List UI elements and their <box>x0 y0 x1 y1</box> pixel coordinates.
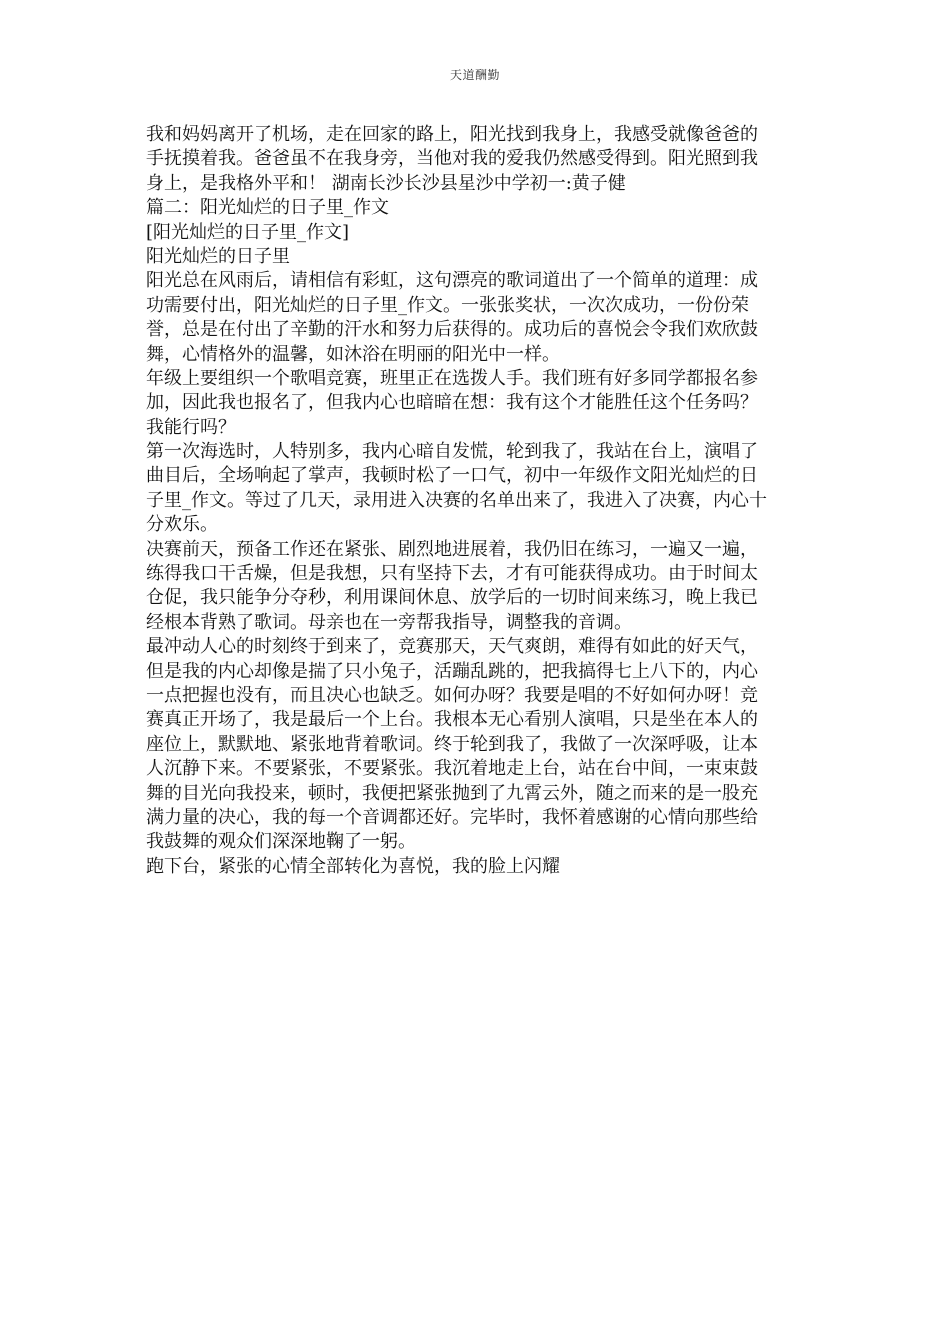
text-line: 我鼓舞的观众们深深地鞠了一躬。 <box>146 831 416 853</box>
page-header: 天道酬勤 <box>449 68 500 82</box>
text-line: 跑下台，紧张的心情全部转化为喜悦，我的脸上闪耀 <box>146 855 560 877</box>
text-line: 舞的目光向我投来，顿时，我便把紧张抛到了九霄云外，随之而来的是一股充 <box>146 782 758 804</box>
text-line: 第一次海选时，人特别多，我内心暗自发慌，轮到我了，我站在台上，演唱了 <box>146 441 758 463</box>
text-line: 舞，心情格外的温馨，如沐浴在明丽的阳光中一样。 <box>146 343 560 365</box>
text-line: 满力量的决心，我的每一个音调都还好。完毕时，我怀着感谢的心情向那些给 <box>146 806 758 828</box>
text-line: 手抚摸着我。爸爸虽不在我身旁，当他对我的爱我仍然感受得到。阳光照到我 <box>146 148 758 170</box>
text-line: 我能行吗？ <box>146 416 236 438</box>
text-line: 阳光总在风雨后，请相信有彩虹，这句漂亮的歌词道出了一个简单的道理：成 <box>146 270 758 292</box>
text-line: 经根本背熟了歌词。母亲也在一旁帮我指导，调整我的音调。 <box>146 611 632 633</box>
text-line: 功需要付出，阳光灿烂的日子里_作文。一张张奖状，一次次成功，一份份荣 <box>146 294 749 316</box>
section-title: 篇二：阳光灿烂的日子里_作文 <box>146 197 389 219</box>
section-subtitle: [阳光灿烂的日子里_作文] <box>146 221 350 243</box>
text-line: 赛真正开场了，我是最后一个上台。我根本无心看别人演唱，只是坐在本人的 <box>146 709 758 731</box>
text-line: 人沉静下来。不要紧张，不要紧张。我沉着地走上台，站在台中间，一束束鼓 <box>146 758 758 780</box>
text-line: 分欢乐。 <box>146 514 218 536</box>
text-line: 仓促，我只能争分夺秒，利用课间休息、放学后的一切时间来练习，晚上我已 <box>146 587 758 609</box>
text-line: 练得我口干舌燥，但是我想，只有坚持下去，才有可能获得成功。由于时间太 <box>146 563 758 585</box>
text-line: 我和妈妈离开了机场，走在回家的路上，阳光找到我身上，我感受就像爸爸的 <box>146 124 758 145</box>
text-line: 加，因此我也报名了，但我内心也暗暗在想：我有这个才能胜任这个任务吗？ <box>146 392 758 414</box>
text-line: 决赛前天，预备工作还在紧张、剧烈地进展着，我仍旧在练习，一遍又一遍， <box>146 538 758 560</box>
text-line: 誉，总是在付出了辛勤的汗水和努力后获得的。成功后的喜悦会令我们欢欣鼓 <box>146 319 758 341</box>
text-line: 一点把握也没有，而且决心也缺乏。如何办呀？我要是唱的不好如何办呀！竞 <box>146 684 758 706</box>
document-body <box>146 123 812 879</box>
essay-title: 阳光灿烂的日子里 <box>146 245 290 267</box>
text-line: 年级上要组织一个歌唱竞赛，班里正在选拨人手。我们班有好多同学都报名参 <box>146 367 758 389</box>
text-line: 子里_作文。等过了几天，录用进入决赛的名单出来了，我进入了决赛，内心十 <box>146 489 767 511</box>
text-line: 座位上，默默地、紧张地背着歌词。终于轮到我了，我做了一次深呼吸，让本 <box>146 733 758 755</box>
text-line: 但是我的内心却像是揣了只小兔子，活蹦乱跳的，把我搞得七上八下的，内心 <box>146 660 758 682</box>
text-line: 曲目后，全场响起了掌声，我顿时松了一口气，初中一年级作文阳光灿烂的日 <box>146 465 758 487</box>
text-line: 身上，是我格外平和！ 湖南长沙长沙县星沙中学初一:黄子健 <box>146 172 626 194</box>
text-line: 最冲动人心的时刻终于到来了，竞赛那天，天气爽朗，难得有如此的好天气， <box>146 636 758 658</box>
